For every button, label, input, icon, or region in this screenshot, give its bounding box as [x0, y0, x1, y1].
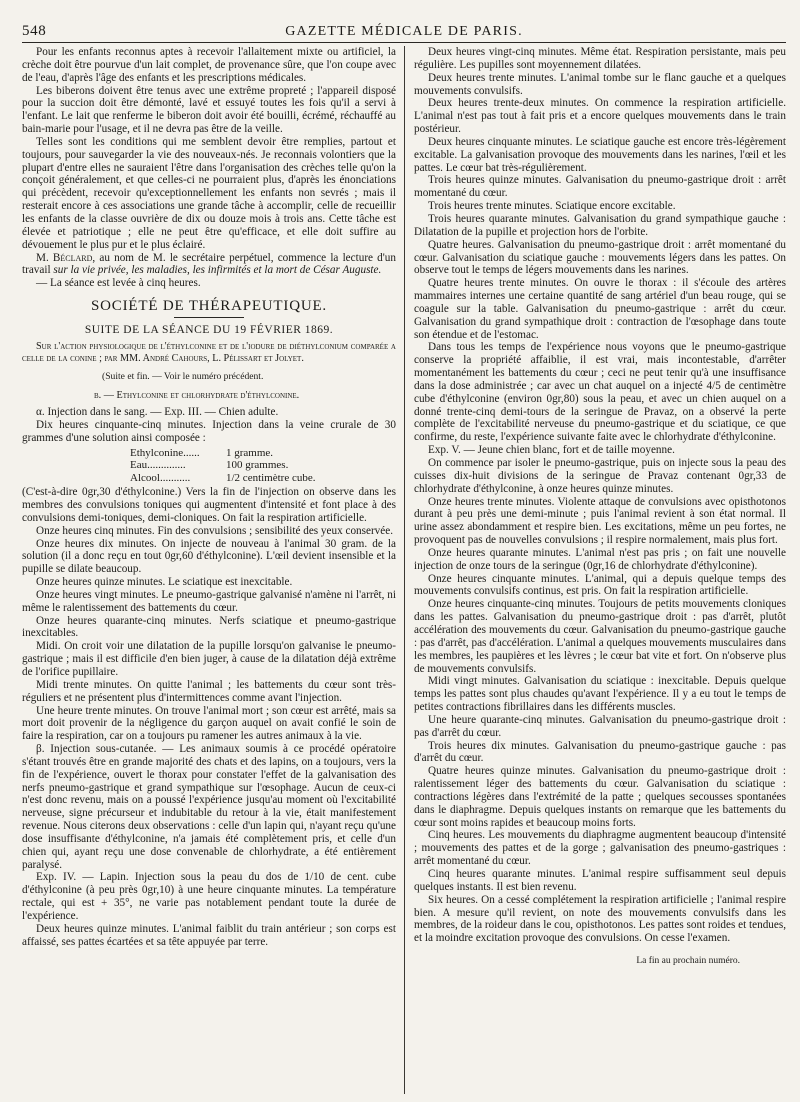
paragraph: β. Injection sous-cutanée. — Les animaux soumis à ce procédé opératoire s'étant trouvés être en grande majorité des chats et des lapins, on a toujours, vers la fin de l'expérience, ouvert le thorax pour constater l'effet de la galvanisation des nerfs pneumo-gastrique et grand sympathique sur l'œsophage. Aucun de ceux-ci n'est donc revenu, mais on a poussé l'expérience jusqu'au moment où l'excitabilité nerveuse, signe précurseur et indubitable du retour à la vie, était manifestement revenue. Nous citerons deux observations : celle d'un lapin qui, n'ayant reçu qu'une dose insuffisante d'éthylconine, n'a jamais été complètement pris, et celle d'un chien qui, ayant reçu une dose convenable de chlorhydrate, a été entièrement paralysé. [22, 743, 396, 871]
formula-table [130, 447, 396, 484]
session-date: SUITE DE LA SÉANCE DU 19 FÉVRIER 1869. [84, 323, 334, 336]
page-number: 548 [22, 23, 47, 39]
section-heading: SOCIÉTÉ DE THÉRAPEUTIQUE. [91, 298, 327, 315]
paragraph: Trois heures quinze minutes. Galvanisation du pneumo-gastrique droit : arrêt momentané du cœur. [414, 174, 786, 200]
two-column-body [22, 46, 786, 1094]
paragraph: Deux heures trente-deux minutes. On commence la respiration artificielle. L'animal n'est pas tout à fait pris et a encore quelques mouvements dans le train postérieur. [414, 97, 786, 136]
paragraph: Midi. On croit voir une dilatation de la pupille lorsqu'on galvanise le pneumo-gastrique ; mais il est difficile d'en bien juger, à cause de la dilatation déjà extrême de l'orifice pupillaire. [22, 640, 396, 678]
paragraph: Onze heures quarante-cinq minutes. Nerfs sciatique et pneumo-gastrique inexcitables. [22, 614, 396, 640]
paragraph: Onze heures cinquante minutes. L'animal, qui a depuis quelque temps des mouvements convulsifs continus, est pris. On fait la respiration artificielle. [414, 572, 786, 598]
paragraph: Onze heures trente minutes. Violente attaque de convulsions avec opisthotonos durant à peu près une demi-minute ; puis l'animal revient à son état normal. Il urine assez abondamment et respire bien. Les excitations, même un peu fortes, ne provoquent pas de nouvelles convulsions ; il respire normalement, mais plus fort. [414, 495, 786, 547]
paragraph: (C'est-à-dire 0gr,30 d'éthylconine.) Vers la fin de l'injection on observe dans les membres des convulsions toniques qui augmentent d'intensité et font place à des convulsions demi-toniques, demi-cloniques. On fait la respiration artificielle. [22, 486, 396, 524]
paragraph: Deux heures quinze minutes. L'animal faiblit du train antérieur ; son corps est affaissé, ses pattes écartées et sa tête appuyée par terre. [22, 922, 396, 948]
paragraph: Une heure quarante-cinq minutes. Galvanisation du pneumo-gastrique droit : pas d'arrêt du cœur. [414, 713, 786, 739]
paragraph: Deux heures trente minutes. L'animal tombe sur le flanc gauche et a quelques mouvements convulsifs. [414, 71, 786, 97]
paragraph: — La séance est levée à cinq heures. [36, 277, 201, 290]
paragraph: Cinq heures quarante minutes. L'animal respire suffisamment seul depuis quelques instants. Il est bien revenu. [414, 868, 786, 893]
speaker-name: M. Béclard, [36, 251, 96, 264]
section-rule [174, 317, 244, 318]
paragraph: On commence par isoler le pneumo-gastrique, puis on injecte sous la peau des cuisses dix-huit divisions de la seringue de Pravaz contenant 0gr,33 de chlorhydrate d'éthylconine, à onze heures quinze minutes. [414, 457, 786, 495]
paragraph: Quatre heures. Galvanisation du pneumo-gastrique droit : arrêt momentané du cœur. Galvanisation du sciatique gauche : mouvements légers dans les pattes. On observe tout le temps de légers mouvements dans les narines. [414, 238, 786, 277]
right-column [404, 46, 786, 1094]
continuation-note: (Suite et fin. — Voir le numéro précédent. [102, 370, 264, 382]
paragraph: Les biberons doivent être tenus avec une extrême propreté ; l'appareil disposé pour la succion doit être démonté, lavé et essuyé toutes les fois qu'il a servi à l'enfant. Le lait que renferme le biberon doit avoir été bouilli, écrémé, réchauffé au bain-marie pour l'usage, et il ne devra pas être de la veille. [22, 84, 396, 136]
left-column [22, 46, 404, 1094]
formula-row: Alcool........... 1/2 centimètre cube. [130, 471, 316, 484]
paragraph: Quatre heures quinze minutes. Galvanisation du pneumo-gastrique droit : ralentissement léger des battements du cœur. Galvanisation du sciatique : contractions légères dans l'extrémité de la patte ; quelques secousses spontanées dans le diaphragme. Depuis quelques instants on remarque que les battements du cœur sont moins rapides et beaucoup moins forts. [414, 765, 786, 829]
paragraph: Onze heures quinze minutes. Le sciatique est inexcitable. [36, 576, 293, 589]
paragraph: Dans tous les temps de l'expérience nous voyons que le pneumo-gastrique conserve la propriété affaiblie, il est vrai, mais incontestable, d'arrêter momentanément les battements du cœur ; ceci ne peut tenir qu'à une insuffisance dans la dose administrée ; car avec un chat auquel on a injecté 4/5 de centimètre cube d'éthylconine (environ 0gr,80) sous la peau, et avec un chien auquel on a donné trente-cinq demi-tours de la seringue de Pravaz, on a observé la perte complète de l'excitabilité nerveuse du pneumo-gastrique et du sciatique, ce que confirme, du reste, l'expérience suivante faite avec le chlorhydrate d'éthylconine. [414, 341, 786, 444]
paragraph: Midi trente minutes. On quitte l'animal ; les battements du cœur sont très-réguliers et ne présentent plus d'intermittences comme avant l'injection. [22, 678, 396, 704]
paragraph: Onze heures cinquante-cinq minutes. Toujours de petits mouvements cloniques dans les pattes. Galvanisation du pneumo-gastrique droit : pas d'arrêt, plutôt accélération des mouvements du cœur. Galvanisation du pneumo-gastrique gauche : pas d'arrêt, pas d'accélération. L'animal a quelques mouvements musculaires dans les membres, les paupières et les lèvres ; le cœur bat vite et fort. On n'observe plus de mouvements convulsifs. [414, 598, 786, 675]
paragraph-text: au nom de M. le secrétaire perpétuel, commence la lecture d'un travail [22, 251, 396, 277]
paragraph: Onze heures cinq minutes. Fin des convulsions ; sensibilité des yeux conservée. [36, 524, 393, 537]
paragraph: Trois heures quarante minutes. Galvanisation du grand sympathique gauche : Dilatation de la pupille et projection hors de l'orbite. [414, 212, 786, 238]
paragraph: Cinq heures. Les mouvements du diaphragme augmentent beaucoup d'intensité ; mouvements des pattes et de la gorge ; galvanisation des pneumo-gastriques : arrêt momentané du cœur. [414, 829, 786, 868]
paragraph: Exp. IV. — Lapin. Injection sous la peau du dos de 1/10 de cent. cube d'éthylconine (à peu près 0gr,10) à une heure cinquante minutes. La température rectale, qui est + 35°, ne varie pas notablement pendant toute la durée de l'expérience. [22, 871, 396, 922]
paragraph: α. Injection dans le sang. — Exp. III. — Chien adulte. [36, 406, 279, 419]
running-header [22, 14, 786, 43]
paragraph [22, 252, 396, 278]
paragraph: Pour les enfants reconnus aptes à recevoir l'allaitement mixte ou artificiel, la crèche doit être pourvue d'un lait complet, de provenance sûre, que l'on coupe avec de l'eau, d'après l'âge des enfants et les prescriptions médicales. [22, 46, 396, 84]
paragraph: Dix heures cinquante-cinq minutes. Injection dans la veine crurale de 30 grammes d'une solution ainsi composée : [22, 419, 396, 445]
paragraph: Trois heures dix minutes. Galvanisation du pneumo-gastrique gauche : pas d'arrêt du cœur. [414, 739, 786, 765]
paper-title-italic: sur la vie privée, les maladies, les infirmités et la mort de César Auguste. [53, 264, 382, 277]
paragraph: Une heure trente minutes. On trouve l'animal mort ; son cœur est arrêté, mais sa mort doit provenir de la négligence du garçon auquel on avait confié le soin de faire la respiration, car on a toujours pu ramener les autres animaux à la vie. [22, 704, 396, 743]
paragraph: Quatre heures trente minutes. On ouvre le thorax : il s'écoule des artères mammaires internes une certaine quantité de sang artériel d'un beau rouge, qui se coagule sur la table. Galvanisation du pneumo-gastrique : arrêt du cœur. Galvanisation du grand sympathique droit : contraction de l'œsophage dans toute son étendue et de l'estomac. [414, 277, 786, 341]
journal-title: GAZETTE MÉDICALE DE PARIS. [285, 24, 523, 39]
paragraph: Six heures. On a cessé complétement la respiration artificielle ; l'animal respire bien. A mesure qu'il revient, on note des mouvements convulsifs dans les membres, de la roideur dans le cou, opisthotonos. Les pattes sont roides et tendues, et la moindre excitation provoque des convulsions. On cesse l'examen. [414, 893, 786, 945]
paragraph: Deux heures vingt-cinq minutes. Même état. Respiration persistante, mais peu régulière. Les pupilles sont moyennement dilatées. [414, 46, 786, 71]
formula-row: Eau.............. 100 grammes. [130, 459, 289, 472]
paragraph: Midi vingt minutes. Galvanisation du sciatique : inexcitable. Depuis quelque temps les pattes sont plus chaudes qu'avant l'expérience. Il y a eu tout le temps de petites contractions fibrillaires dans les différents muscles. [414, 675, 786, 714]
paragraph: Exp. V. — Jeune chien blanc, fort et de taille moyenne. [428, 444, 675, 457]
formula-row: Ethylconine...... 1 gramme. [130, 446, 274, 459]
paragraph: Onze heures quarante minutes. L'animal n'est pas pris ; on fait une nouvelle injection de onze tours de la seringue (0gr,16 de chlorhydrate d'éthylconine). [414, 546, 786, 572]
paragraph: Trois heures trente minutes. Sciatique encore excitable. [428, 200, 676, 213]
paragraph: Onze heures dix minutes. On injecte de nouveau à l'animal 30 gram. de la solution (il a donc reçu en tout 0gr,60 d'éthylconine). L'œil devient insensible et la pupille se dilate beaucoup. [22, 537, 396, 576]
paragraph: Deux heures cinquante minutes. Le sciatique gauche est encore très-légèrement excitable. La galvanisation provoque des mouvements dans les narines, l'œil et les pattes. Le cœur bat très-régulièrement. [414, 135, 786, 174]
continued-note: La fin au prochain numéro. [636, 956, 740, 967]
subsection-heading: β. — Ethylconine et chlorhydrate d'éthylconine. [94, 389, 300, 401]
paper-title: Sur l'action physiologique de l'éthylconine et de l'iodure de diéthylconium comparée a celle de la conine ; par MM. André Cahours, L. Pélissart et Jolyet. [22, 340, 396, 364]
paragraph: Telles sont les conditions qui me semblent devoir être remplies, partout et toujours, pour sauvegarder la vie des nouveaux-nés. Je reconnais volontiers que la plupart d'entre elles ne sauraient l'être dans l'organisation des crèches telle qu'on la conçoit généralement, et que celles-ci ne pourraient plus, d'après les énonciations qui précèdent, recevoir qu'exceptionnellement les enfants non sevrés ; mais il resterait encore à ces associations une grande tâche à accomplir, celle de recueillir les enfants de la classe ouvrière de dix ou douze mois à trois ans. Cette tâche est élevée et patriotique ; elle ne peut être qu'efficace, et elle doit suffire au dévouement le plus pur et le plus éclairé. [22, 135, 396, 251]
paragraph: Onze heures vingt minutes. Le pneumo-gastrique galvanisé n'amène ni l'arrêt, ni même le ralentissement des battements du cœur. [22, 588, 396, 614]
